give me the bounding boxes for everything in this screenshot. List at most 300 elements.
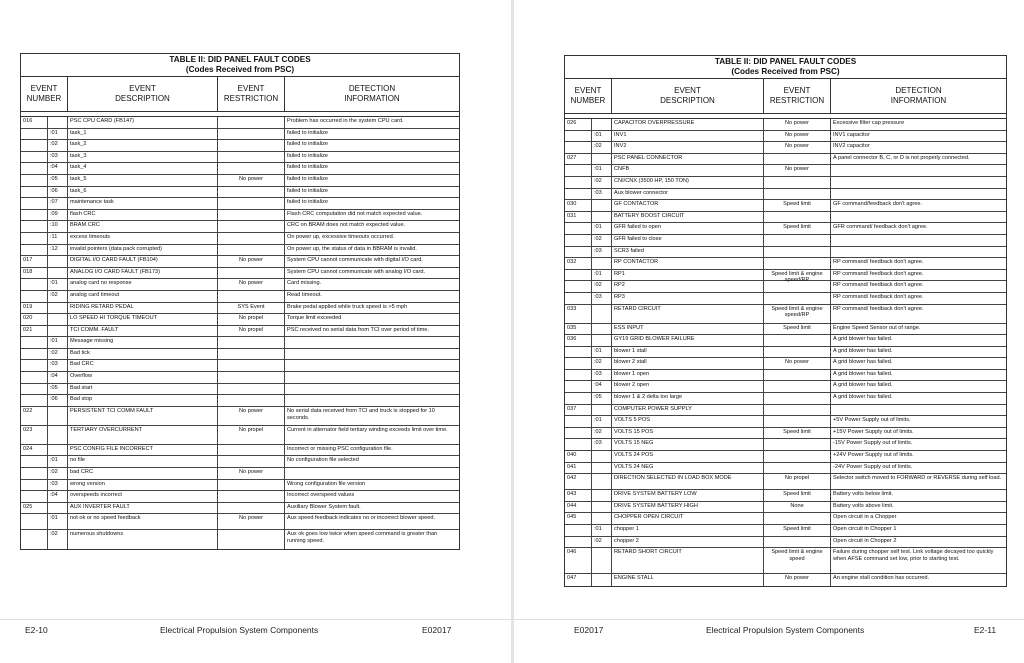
event-number-cell	[21, 491, 48, 502]
table-row	[565, 281, 1006, 293]
event-restriction-cell	[218, 117, 285, 128]
event-description-cell: flash CRC	[68, 210, 218, 221]
event-number-cell	[565, 189, 592, 200]
event-number-cell	[21, 530, 48, 549]
event-number-cell	[565, 281, 592, 292]
table-row	[565, 525, 1006, 537]
table-row	[21, 175, 459, 187]
event-subcode-cell	[48, 407, 68, 425]
header-event-number: EVENT NUMBER	[565, 79, 612, 113]
header-event-number: EVENT NUMBER	[21, 77, 68, 111]
table-row	[565, 370, 1006, 382]
event-description-cell: GFR failed to open	[612, 223, 764, 234]
event-restriction-cell	[764, 416, 831, 427]
event-subcode-cell: :05	[48, 384, 68, 395]
event-restriction-cell	[218, 129, 285, 140]
detection-information-cell: Auxiliary Blower System fault.	[287, 503, 361, 510]
event-subcode-cell: :03	[592, 370, 612, 381]
detection-information-cell: A grid blower has failed.	[833, 370, 893, 377]
detection-information-cell: Selector switch moved to FORWARD or REVERSE during self load.	[833, 475, 1002, 482]
event-description-cell: VOLTS 15 NEG	[612, 439, 764, 450]
detection-information-cell: failed to initialize	[287, 129, 329, 136]
event-number-cell	[21, 198, 48, 209]
event-subcode-cell	[592, 548, 612, 573]
event-subcode-cell	[592, 490, 612, 501]
table-row	[21, 384, 459, 396]
table-row	[21, 140, 459, 152]
event-number-cell	[21, 337, 48, 348]
event-number-cell: 024	[21, 445, 48, 456]
table-row	[565, 474, 1006, 490]
event-number-cell	[565, 293, 592, 304]
detection-information-cell: failed to initialize	[287, 175, 329, 182]
table-body	[21, 117, 459, 549]
event-description-cell: Bad stop	[68, 395, 218, 406]
event-subcode-cell: :03	[592, 189, 612, 200]
table-row	[565, 381, 1006, 393]
event-subcode-cell: :02	[592, 358, 612, 369]
table-row	[565, 347, 1006, 359]
event-restriction-cell	[218, 221, 285, 232]
event-number-cell: 033	[565, 305, 592, 323]
event-number-cell	[21, 456, 48, 467]
detection-information-cell: Open circuit in a Chopper	[833, 514, 897, 521]
event-restriction-cell	[764, 347, 831, 358]
event-description-cell: RP CONTACTOR	[612, 258, 764, 269]
detection-information-cell: GF command/feedback don't agree.	[833, 201, 923, 208]
event-number-cell	[21, 245, 48, 256]
footer-title: Electrical Propulsion System Components	[160, 625, 319, 635]
event-number-cell	[565, 223, 592, 234]
detection-information-cell: Problem has occurred in the system CPU card.	[287, 118, 404, 124]
event-number-cell: 041	[565, 463, 592, 474]
event-subcode-cell: :01	[48, 514, 68, 529]
event-description-cell: bad CRC	[68, 468, 218, 479]
event-restriction-cell: No power	[218, 175, 285, 186]
event-restriction-cell	[764, 537, 831, 548]
fault-code-table	[20, 53, 460, 550]
event-number-cell: 018	[21, 268, 48, 279]
event-subcode-cell	[48, 503, 68, 514]
detection-information-cell: +24V Power Supply out of limits.	[833, 452, 914, 459]
event-subcode-cell	[48, 314, 68, 325]
event-subcode-cell	[592, 335, 612, 346]
event-number-cell	[21, 221, 48, 232]
event-number-cell: 019	[21, 303, 48, 314]
event-number-cell: 037	[565, 405, 592, 416]
table-row	[565, 502, 1006, 514]
event-description-cell: SCR3 failed	[612, 247, 764, 258]
event-number-cell: 021	[21, 326, 48, 337]
event-subcode-cell	[48, 426, 68, 444]
detection-information-cell	[831, 405, 1006, 416]
event-restriction-cell	[764, 513, 831, 524]
footer-title: Electrical Propulsion System Components	[706, 625, 865, 635]
table-row	[565, 293, 1006, 305]
event-description-cell: task_6	[68, 187, 218, 198]
table-row	[565, 451, 1006, 463]
event-restriction-cell	[764, 405, 831, 416]
table-row	[21, 256, 459, 268]
table-row	[565, 548, 1006, 574]
detection-information-cell: RP command/ feedback don't agree.	[833, 293, 924, 300]
event-subcode-cell: :04	[48, 372, 68, 383]
event-subcode-cell	[592, 154, 612, 165]
event-number-cell: 017	[21, 256, 48, 267]
detection-information-cell: Aux speed feedback indicates no or incorrect blower speed.	[287, 515, 436, 522]
event-subcode-cell	[592, 212, 612, 223]
event-restriction-cell	[764, 381, 831, 392]
table-row	[565, 223, 1006, 235]
header-detection-information: DETECTION INFORMATION	[890, 86, 947, 105]
event-number-cell	[21, 279, 48, 290]
event-subcode-cell: :12	[48, 245, 68, 256]
event-description-cell: Bad tick	[68, 349, 218, 360]
detection-information-cell: failed to initialize	[287, 141, 329, 148]
table-title	[565, 56, 1006, 79]
event-number-cell: 030	[565, 200, 592, 211]
event-description-cell: invalid pointers (data pack corrupted)	[68, 245, 218, 256]
detection-information-cell	[831, 189, 1006, 200]
detection-information-cell: -15V Power Supply out of limits.	[833, 440, 913, 447]
event-restriction-cell	[218, 210, 285, 221]
event-subcode-cell: :01	[48, 279, 68, 290]
event-restriction-cell	[218, 163, 285, 174]
event-restriction-cell	[764, 335, 831, 346]
table-row	[21, 407, 459, 426]
event-subcode-cell: :11	[48, 233, 68, 244]
event-subcode-cell	[48, 268, 68, 279]
detection-information-cell: failed to initialize	[287, 199, 329, 206]
event-number-cell	[21, 187, 48, 198]
event-subcode-cell	[592, 574, 612, 586]
event-description-cell: CNI/CNX (3500 HP, 150 TON)	[612, 177, 764, 188]
event-number-cell	[565, 270, 592, 281]
table-row	[565, 490, 1006, 502]
event-subcode-cell: :01	[592, 416, 612, 427]
table-row	[21, 426, 459, 445]
event-restriction-cell: Speed limit	[764, 428, 831, 439]
event-restriction-cell	[764, 451, 831, 462]
detection-information-cell: RP command/ feedback don't agree.	[833, 305, 924, 312]
event-description-cell: PSC CPU CARD (FB147)	[68, 117, 218, 128]
event-subcode-cell: :02	[592, 281, 612, 292]
detection-information-cell: Engine Speed Sensor out of range.	[833, 324, 921, 331]
event-restriction-cell	[764, 463, 831, 474]
event-subcode-cell: :04	[48, 491, 68, 502]
event-subcode-cell: :03	[48, 360, 68, 371]
header-event-restriction: EVENT RESTRICTION	[218, 77, 285, 111]
event-number-cell	[565, 165, 592, 176]
event-restriction-cell	[764, 154, 831, 165]
table-row	[21, 337, 459, 349]
table-row	[565, 235, 1006, 247]
event-number-cell: 043	[565, 490, 592, 501]
event-number-cell: 040	[565, 451, 592, 462]
event-subcode-cell: :06	[48, 395, 68, 406]
event-description-cell: Aux blower connector	[612, 189, 764, 200]
event-subcode-cell: :01	[48, 129, 68, 140]
event-number-cell	[21, 129, 48, 140]
detection-information-cell: Current in alternator field tertiary winding exceeds limit over time.	[287, 426, 448, 433]
table-row	[565, 200, 1006, 212]
event-restriction-cell	[218, 395, 285, 406]
event-description-cell: RETARD CIRCUIT	[612, 305, 764, 323]
event-description-cell: PSC CONFIG FILE INCORRECT	[68, 445, 218, 456]
event-subcode-cell: :10	[48, 221, 68, 232]
event-restriction-cell	[218, 491, 285, 502]
table-row	[565, 574, 1006, 586]
detection-information-cell: No configuration file selected	[287, 457, 359, 464]
header-detection-information: DETECTION INFORMATION	[344, 84, 400, 103]
event-number-cell: 026	[565, 119, 592, 130]
detection-information-cell: Failure during chopper self test. Link voltage decayed too quickly when AFSE command set low, prior to starting test.	[833, 549, 994, 562]
event-subcode-cell: :02	[48, 530, 68, 549]
event-restriction-cell: No power	[764, 142, 831, 153]
event-restriction-cell	[764, 393, 831, 404]
event-subcode-cell	[592, 305, 612, 323]
event-description-cell: LO SPEED HI TORQUE TIMEOUT	[68, 314, 218, 325]
event-restriction-cell	[764, 258, 831, 269]
event-restriction-cell: Speed limit & engine speed/RP	[764, 270, 831, 281]
event-subcode-cell: :04	[592, 381, 612, 392]
event-restriction-cell	[764, 293, 831, 304]
event-restriction-cell	[218, 198, 285, 209]
event-description-cell: PERSISTENT TCI COMM FAULT	[68, 407, 218, 425]
detection-information-cell: INV2 capacitor	[833, 143, 870, 150]
detection-information-cell: failed to initialize	[287, 152, 329, 159]
event-restriction-cell	[218, 445, 285, 456]
header-event-restriction: EVENT RESTRICTION	[764, 79, 831, 113]
table-row	[565, 142, 1006, 154]
table-row	[21, 152, 459, 164]
table-row	[565, 405, 1006, 417]
table-row	[565, 513, 1006, 525]
event-description-cell: blower 2 stall	[612, 358, 764, 369]
event-description-cell: COMPUTER POWER SUPPLY	[612, 405, 764, 416]
event-subcode-cell: :02	[48, 468, 68, 479]
event-description-cell: RETARD SHORT CIRCUIT	[612, 548, 764, 573]
detection-information-cell	[831, 212, 1006, 223]
event-description-cell: not ok or no speed feedback	[68, 514, 218, 529]
event-description-cell: task_5	[68, 175, 218, 186]
detection-information-cell	[285, 395, 459, 406]
event-number-cell	[565, 347, 592, 358]
detection-information-cell	[285, 384, 459, 395]
event-restriction-cell: No power	[764, 358, 831, 369]
event-restriction-cell: No power	[218, 256, 285, 267]
event-number-cell: 045	[565, 513, 592, 524]
event-description-cell: Bad start	[68, 384, 218, 395]
event-subcode-cell	[592, 451, 612, 462]
detection-information-cell	[285, 372, 459, 383]
fault-code-table	[564, 55, 1007, 587]
header-event-description: EVENT DESCRIPTION	[68, 77, 218, 111]
table-row	[21, 491, 459, 503]
table-row	[565, 131, 1006, 143]
detection-information-cell: PSC received no serial data from TCI over period of time.	[287, 326, 429, 333]
event-subcode-cell: :02	[592, 428, 612, 439]
event-restriction-cell: Speed limit	[764, 223, 831, 234]
table-row	[565, 177, 1006, 189]
detection-information-cell: -24V Power Supply out of limits.	[833, 463, 913, 470]
event-restriction-cell	[218, 187, 285, 198]
detection-information-cell: INV1 capacitor	[833, 131, 870, 138]
event-description-cell: DRIVE SYSTEM BATTERY HIGH	[612, 502, 764, 513]
detection-information-cell: Brake pedal applied while truck speed is >5 mph	[287, 303, 408, 310]
table-row	[565, 189, 1006, 201]
event-description-cell: CNFB	[612, 165, 764, 176]
event-subcode-cell	[48, 117, 68, 128]
event-number-cell	[21, 291, 48, 302]
event-restriction-cell: No propel	[218, 326, 285, 337]
table-row	[565, 270, 1006, 282]
event-description-cell: wrong version	[68, 480, 218, 491]
event-description-cell: CAPACITOR OVERPRESSURE	[612, 119, 764, 130]
table-row	[565, 358, 1006, 370]
event-description-cell: GFR failed to close	[612, 235, 764, 246]
event-description-cell: DIGITAL I/O CARD FAULT (FB104)	[68, 256, 218, 267]
event-number-cell	[21, 480, 48, 491]
event-number-cell: 020	[21, 314, 48, 325]
event-restriction-cell	[218, 349, 285, 360]
table-row	[21, 303, 459, 315]
detection-information-cell: Incorrect overspeed values	[287, 492, 355, 499]
event-number-cell: 046	[565, 548, 592, 573]
table-row	[21, 395, 459, 407]
event-number-cell: 044	[565, 502, 592, 513]
table-row	[565, 439, 1006, 451]
event-restriction-cell: No power	[218, 514, 285, 529]
event-subcode-cell: :04	[48, 163, 68, 174]
event-subcode-cell	[592, 474, 612, 489]
detection-information-cell: Incorrect or missing PSC configuration file.	[287, 445, 393, 452]
event-description-cell: RP2	[612, 281, 764, 292]
event-restriction-cell: No power	[764, 131, 831, 142]
event-description-cell: DRIVE SYSTEM BATTERY LOW	[612, 490, 764, 501]
detection-information-cell: GFR command/ feedback don't agree.	[833, 224, 928, 231]
footer-divider	[514, 619, 1024, 620]
event-subcode-cell: :02	[48, 140, 68, 151]
event-restriction-cell	[764, 247, 831, 258]
detection-information-cell	[831, 177, 1006, 188]
detection-information-cell: Open circuit in Chopper 2	[833, 537, 897, 544]
event-number-cell: 025	[21, 503, 48, 514]
event-description-cell: INV1	[612, 131, 764, 142]
table-row	[21, 314, 459, 326]
event-restriction-cell	[218, 152, 285, 163]
event-restriction-cell: No power	[218, 279, 285, 290]
table-row	[21, 349, 459, 361]
event-subcode-cell: :09	[48, 210, 68, 221]
event-subcode-cell: :01	[592, 131, 612, 142]
table-row	[21, 117, 459, 129]
event-number-cell	[565, 235, 592, 246]
detection-information-cell: RP command/ feedback don't agree.	[833, 259, 924, 266]
event-subcode-cell: :02	[592, 142, 612, 153]
event-description-cell: GY19 GRID BLOWER FAILURE	[612, 335, 764, 346]
table-row	[565, 212, 1006, 224]
event-restriction-cell	[218, 480, 285, 491]
event-description-cell: ESS INPUT	[612, 324, 764, 335]
event-subcode-cell: :01	[592, 525, 612, 536]
event-number-cell	[565, 142, 592, 153]
event-restriction-cell	[218, 503, 285, 514]
event-number-cell	[21, 163, 48, 174]
event-subcode-cell: :01	[592, 270, 612, 281]
event-description-cell: VOLTS 15 POS	[612, 428, 764, 439]
event-subcode-cell: :07	[48, 198, 68, 209]
event-description-cell: RIDING RETARD PEDAL	[68, 303, 218, 314]
event-description-cell: blower 1 stall	[612, 347, 764, 358]
event-description-cell: chopper 2	[612, 537, 764, 548]
event-number-cell	[21, 514, 48, 529]
table-row	[565, 119, 1006, 131]
detection-information-cell: No serial data received from TCI and truck is stopped for 10 seconds.	[287, 407, 435, 421]
event-number-cell: 035	[565, 324, 592, 335]
event-number-cell	[565, 439, 592, 450]
document-id: E02017	[574, 625, 604, 635]
event-description-cell: task_1	[68, 129, 218, 140]
event-restriction-cell	[764, 235, 831, 246]
detection-information-cell	[285, 360, 459, 371]
event-restriction-cell: No propel	[218, 314, 285, 325]
event-number-cell	[565, 177, 592, 188]
event-number-cell	[565, 525, 592, 536]
event-number-cell	[21, 152, 48, 163]
event-subcode-cell: :01	[48, 337, 68, 348]
table-row	[21, 291, 459, 303]
event-description-cell: overspeeds incorrect	[68, 491, 218, 502]
event-number-cell: 027	[565, 154, 592, 165]
detection-information-cell: A panel connector B, C, or D is not properly connected.	[833, 154, 970, 161]
event-description-cell: RP1	[612, 270, 764, 281]
event-description-cell: numerous shutdowns	[68, 530, 218, 549]
event-description-cell: Bad CRC	[68, 360, 218, 371]
event-restriction-cell	[218, 245, 285, 256]
table-row	[565, 154, 1006, 166]
page-number: E2-10	[25, 625, 48, 635]
event-subcode-cell: :01	[592, 165, 612, 176]
table-row	[21, 445, 459, 457]
event-restriction-cell	[764, 370, 831, 381]
event-subcode-cell	[592, 258, 612, 269]
event-number-cell: 016	[21, 117, 48, 128]
event-description-cell: BATTERY BOOST CIRCUIT	[612, 212, 764, 223]
event-subcode-cell: :02	[592, 537, 612, 548]
event-number-cell	[21, 349, 48, 360]
table-subtitle-line: (Codes Received from PSC)	[731, 66, 840, 76]
event-restriction-cell: None	[764, 502, 831, 513]
event-description-cell: TERTIARY OVERCURRENT	[68, 426, 218, 444]
detection-information-cell: Battery volts below limit.	[833, 491, 893, 498]
event-subcode-cell	[48, 326, 68, 337]
table-row	[21, 163, 459, 175]
table-row	[21, 530, 459, 549]
event-subcode-cell: :05	[592, 393, 612, 404]
detection-information-cell: CRC on BRAM does not match expected value.	[287, 222, 406, 229]
table-row	[565, 258, 1006, 270]
table-row	[21, 210, 459, 222]
event-number-cell: 032	[565, 258, 592, 269]
event-number-cell	[565, 358, 592, 369]
table-row	[21, 221, 459, 233]
detection-information-cell: Flash CRC computation did not match expected value.	[287, 210, 423, 217]
detection-information-cell: Open circuit in Chopper 1	[833, 526, 897, 532]
table-title	[21, 54, 459, 77]
event-description-cell: BRAM CRC	[68, 221, 218, 232]
event-description-cell: CHOPPER OPEN CIRCUIT	[612, 513, 764, 524]
